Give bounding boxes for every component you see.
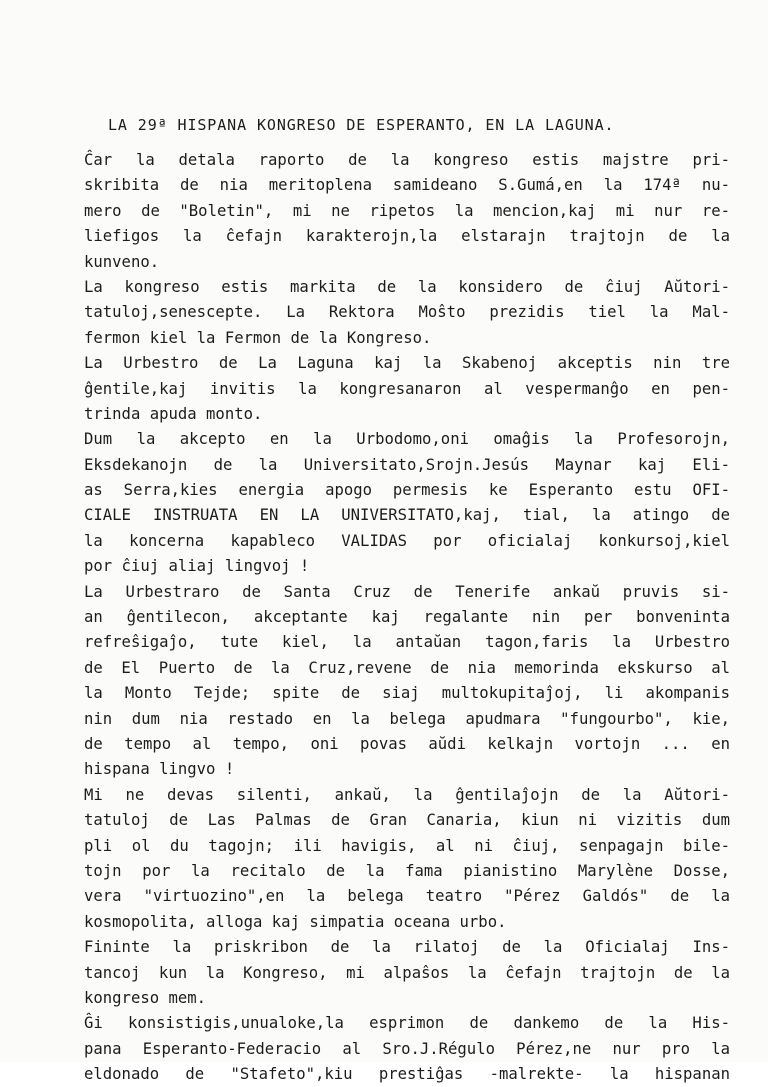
text-line: hispana lingvo ! [84, 760, 235, 779]
text-line: kosmopolita, alloga kaj simpatia oceana urbo. [84, 912, 507, 931]
text-line: Ĉar la detala raporto de la kongreso estis majstre pri- [84, 151, 730, 169]
text-line: La kongreso estis markita de la konsidero de ĉiuj Aŭtori- [84, 277, 730, 296]
text-line: tancoj kun la Kongreso, mi alpaŝos la ĉefajn trajtojn de la [84, 963, 730, 982]
text-line: pana Esperanto-Federacio al Sro.J.Régulo Pérez,ne nur pro la [84, 1039, 730, 1058]
text-line: de El Puerto de la Cruz,revene de nia memorinda ekskurso al [84, 658, 730, 677]
text-line: la koncerna kapableco VALIDAS por oficialaj konkursoj,kiel [84, 531, 730, 550]
text-line: refreŝigaĵo, tute kiel, la antaŭan tagon,faris la Urbestro [84, 633, 730, 652]
text-line: CIALE INSTRUATA EN LA UNIVERSITATO,kaj, tial, la atingo de [84, 506, 730, 525]
text-line: mero de "Boletin", mi ne ripetos la mencion,kaj mi nur re- [84, 201, 730, 220]
text-line: vera "virtuozino",en la belega teatro "Pérez Galdós" de la [84, 887, 730, 906]
text-line: nin dum nia restado en la belega apudmara "fungourbo", kie, [84, 709, 730, 728]
text-line: Dum la akcepto en la Urbodomo,oni omaĝis la Profesorojn, [84, 430, 730, 449]
text-line: kunveno. [84, 252, 160, 271]
text-line: Eksdekanojn de la Universitato,Srojn.Jesús Maynar kaj Eli- [84, 455, 730, 474]
text-line: Fininte la priskribon de la rilatoj de la Oficialaj Ins- [84, 938, 730, 957]
text-line: trinda apuda monto. [84, 404, 263, 423]
text-line: an ĝentilecon, akceptante kaj regalante nin per bonveninta [84, 608, 730, 627]
article-body [84, 148, 730, 1087]
text-line: tatuloj de Las Palmas de Gran Canaria, kiun ni vizitis dum [84, 811, 730, 830]
text-line: La Urbestraro de Santa Cruz de Tenerife ankaŭ pruvis si- [84, 582, 730, 601]
text-line: ĝentile,kaj invitis la kongresanaron al vespermanĝo en pen- [84, 379, 730, 398]
text-line: eldonado de "Stafeto",kiu prestiĝas -malrekte- la hispanan [84, 1065, 730, 1084]
text-line: por ĉiuj aliaj lingvoj ! [84, 557, 310, 576]
text-line: tatuloj,senescepte. La Rektora Moŝto prezidis tiel la Mal- [84, 303, 730, 322]
text-line: la Monto Tejde; spite de siaj multokupitaĵoj, li akompanis [84, 684, 730, 703]
text-line: skribita de nia meritoplena samideano S.Gumá,en la 174ª nu- [84, 176, 730, 195]
text-line: kongreso mem. [84, 988, 207, 1007]
text-line: pli ol du tagojn; ili havigis, al ni ĉiuj, senpagajn bile- [84, 836, 730, 855]
text-line: liefigos la ĉefajn karakterojn,la elstarajn trajtojn de la [84, 227, 730, 246]
text-line: fermon kiel la Fermon de la Kongreso. [84, 328, 432, 347]
text-line: de tempo al tempo, oni povas aŭdi kelkajn vortojn ... en [84, 734, 730, 753]
text-line: Mi ne devas silenti, ankaŭ, la ĝentilaĵojn de la Aŭtori- [84, 785, 730, 804]
text-line: as Serra,kies energia apogo permesis ke Esperanto estu OFI- [84, 481, 730, 500]
text-line: tojn por la recitalo de la fama pianistino Marylène Dosse, [84, 861, 730, 880]
text-line: Ĝi konsistigis,unualoke,la esprimon de dankemo de la His- [84, 1014, 730, 1033]
page-title: LA 29ª HISPANA KONGRESO DE ESPERANTO, EN LA LAGUNA. [108, 116, 615, 134]
text-line: La Urbestro de La Laguna kaj la Skabenoj akceptis nin tre [84, 354, 730, 373]
